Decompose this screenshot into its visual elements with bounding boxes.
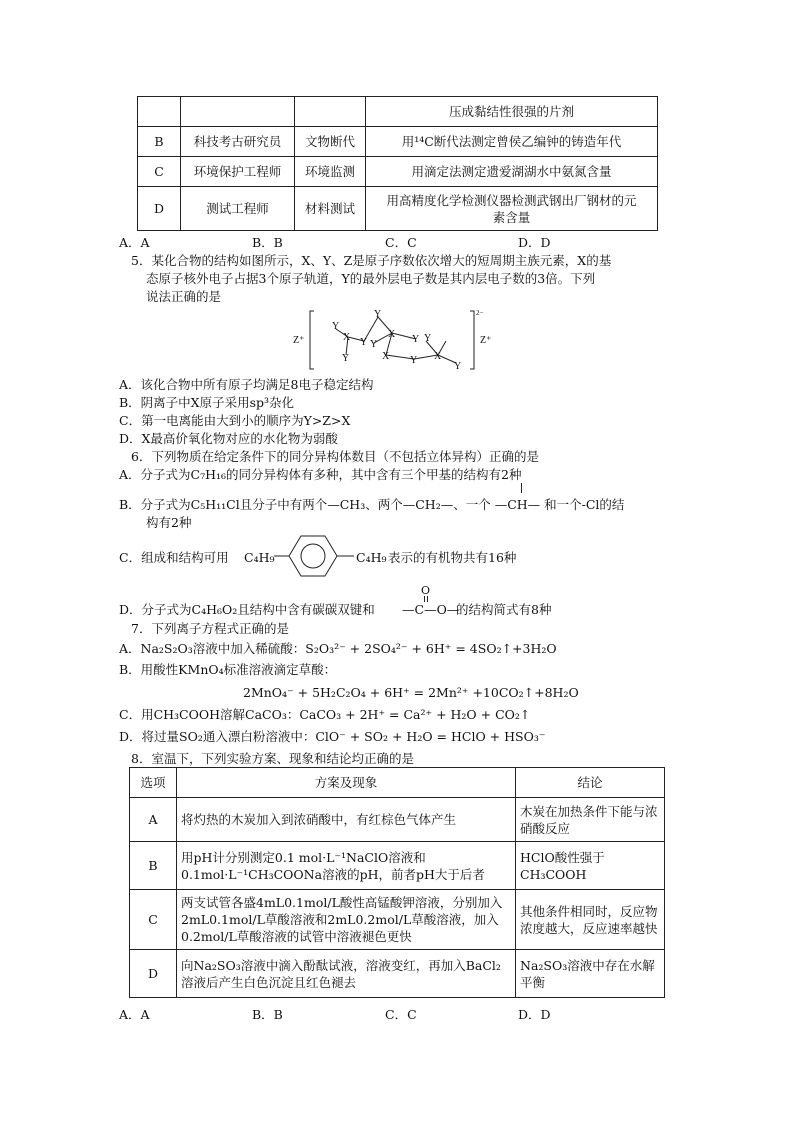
- option-d[interactable]: D．D: [518, 1007, 551, 1022]
- table-row: [130, 842, 665, 890]
- q6-d-text-2: 的结构简式有8种: [456, 602, 552, 617]
- option-a[interactable]: A．A: [119, 1007, 150, 1022]
- option-d[interactable]: D．D: [518, 235, 551, 250]
- q4-options: [119, 234, 651, 251]
- q5-stem-3: 说法正确的是: [146, 289, 222, 304]
- row-plan: 向Na₂SO₃溶液中滴入酚酞试液，溶液变红，再加入BaCl₂溶液后产生白色沉淀且红色褪去: [177, 950, 516, 998]
- q8-options: [119, 1006, 651, 1023]
- option-c[interactable]: C．C: [385, 235, 417, 250]
- row-desc: 压成黏结性很强的片剂: [366, 97, 658, 127]
- option-a[interactable]: A．A: [119, 235, 150, 250]
- table-row: [138, 157, 658, 187]
- row-role: [181, 97, 295, 127]
- q6-option-b[interactable]: [119, 496, 624, 513]
- header-option: 选项: [130, 768, 177, 798]
- row-conclusion: 其他条件相同时，反应物浓度越大，反应速率越快: [516, 890, 665, 950]
- atom-y: Y: [454, 361, 462, 372]
- q5-option-d[interactable]: D．X最高价氧化物对应的水化物为弱酸: [119, 431, 338, 446]
- row-key: C: [138, 157, 181, 187]
- q5-stem-2: 态原子核外电子占据3个原子轨道，Y的最外层电子数是其内层电子数的3倍。下列: [146, 271, 596, 286]
- row-role: 测试工程师: [181, 187, 295, 231]
- table-header-row: [130, 768, 665, 798]
- option-b[interactable]: B．B: [252, 1007, 283, 1022]
- anion-charge: 2−: [476, 309, 484, 317]
- row-key: D: [138, 187, 181, 231]
- atom-x: X: [382, 351, 390, 362]
- row-key: B: [138, 127, 181, 157]
- ch-group-text: —CH—: [494, 497, 541, 512]
- row-role: 科技考古研究员: [181, 127, 295, 157]
- q8-stem: 8．室温下，下列实验方案、现象和结论均正确的是: [131, 751, 414, 766]
- atom-x: X: [388, 329, 396, 340]
- q7-option-b[interactable]: B．用酸性KMnO₄标准溶液滴定草酸：: [119, 662, 337, 677]
- atom-y: Y: [332, 321, 340, 332]
- row-plan: 将灼热的木炭加入到浓硝酸中，有红棕色气体产生: [177, 798, 516, 842]
- row-field: 文物断代: [295, 127, 366, 157]
- row-field: [295, 97, 366, 127]
- q6-b-text-3: 构有2种: [146, 515, 192, 530]
- q5-option-a[interactable]: A．该化合物中所有原子均满足8电子稳定结构: [119, 377, 374, 392]
- q6-option-a[interactable]: A．分子式为C₇H₁₆的同分异构体有多种，其中含有三个甲基的结构有2种: [119, 467, 522, 482]
- header-conclusion: 结论: [516, 768, 665, 798]
- atom-y: Y: [370, 339, 378, 350]
- row-plan: 用pH计分别测定0.1 mol·L⁻¹NaClO溶液和0.1mol·L⁻¹CH₃COONa溶液的pH，前者pH大于后者: [177, 842, 516, 890]
- row-key: [138, 97, 181, 127]
- table-row: [130, 798, 665, 842]
- row-conclusion: HClO酸性强于CH₃COOH: [516, 842, 665, 890]
- ch-bond: [521, 483, 522, 493]
- atom-y: Y: [412, 334, 420, 345]
- table-row: [138, 97, 658, 127]
- option-c[interactable]: C．C: [385, 1007, 417, 1022]
- row-key: B: [130, 842, 177, 890]
- row-role: 环境保护工程师: [181, 157, 295, 187]
- q5-option-b[interactable]: B．阴离子中X原子采用sp³杂化: [119, 395, 295, 410]
- row-key: C: [130, 890, 177, 950]
- cation-right: Z⁺: [480, 335, 492, 346]
- row-desc: 用滴定法测定遗爱湖湖水中氨氮含量: [366, 157, 658, 187]
- atom-y: Y: [410, 355, 418, 366]
- q6-stem: 6．下列物质在给定条件下的同分异构体数目（不包括立体异构）正确的是: [131, 449, 539, 464]
- q7-option-a[interactable]: A．Na₂S₂O₃溶液中加入稀硫酸：S₂O₃²⁻ + 2SO₄²⁻ + 6H⁺ = 4SO₂↑+3H₂O: [119, 641, 557, 656]
- table-row: [130, 890, 665, 950]
- c4h9-right: C₄H₉: [356, 550, 387, 565]
- row-plan: 两支试管各盛4mL0.1mol/L酸性高锰酸钾溶液，分别加入2mL0.1mol/L草酸溶液和2mL0.2mol/L草酸溶液，加入0.2mol/L草酸溶液的试管中溶液褪色更快: [177, 890, 516, 950]
- atom-x: X: [434, 351, 442, 362]
- top-table: [137, 96, 658, 231]
- atom-y: Y: [424, 333, 432, 344]
- q6-option-c-text[interactable]: C．组成和结构可用: [119, 550, 229, 565]
- atom-y: Y: [360, 337, 368, 348]
- q7-option-c[interactable]: C．用CH₃COOH溶解CaCO₃：CaCO₃ + 2H⁺ = Ca²⁺ + H₂O + CO₂↑: [119, 707, 531, 722]
- row-conclusion: Na₂SO₃溶液中存在水解平衡: [516, 950, 665, 998]
- row-field: 环境监测: [295, 157, 366, 187]
- q7-stem: 7．下列离子方程式正确的是: [131, 621, 289, 636]
- header-plan: 方案及现象: [177, 768, 516, 798]
- table-row: [138, 187, 658, 231]
- option-b[interactable]: B．B: [252, 235, 283, 250]
- carbonyl-oxygen: O: [421, 584, 431, 597]
- q8-table: [129, 767, 665, 998]
- row-key: D: [130, 950, 177, 998]
- row-desc: 用高精度化学检测仪器检测武钢出厂钢材的元素含量: [366, 187, 658, 231]
- q5-stem-1: 5．某化合物的结构如图所示，X、Y、Z是原子序数依次增大的短周期主族元素，X的基: [131, 253, 612, 268]
- atom-y: Y: [342, 353, 350, 364]
- ester-group: —C—O—: [402, 602, 460, 617]
- atom-x: X: [343, 332, 351, 343]
- row-conclusion: 木炭在加热条件下能与浓硝酸反应: [516, 798, 665, 842]
- benzene-ring-icon: [272, 531, 356, 581]
- q5-option-c[interactable]: C．第一电离能由大到小的顺序为Y>Z>X: [119, 413, 351, 428]
- row-desc: 用¹⁴C断代法测定曾侯乙编钟的铸造年代: [366, 127, 658, 157]
- q6-c-text-2: 表示的有机物共有16种: [388, 550, 517, 565]
- q6-option-d-text[interactable]: D．分子式为C₄H₆O₂且结构中含有碳碳双键和: [119, 602, 375, 617]
- table-row: [138, 127, 658, 157]
- c4h9-left: C₄H₉: [244, 550, 275, 565]
- q7-option-b-equation: 2MnO₄⁻ + 5H₂C₂O₄ + 6H⁺ = 2Mn²⁺ +10CO₂↑+8H₂O: [243, 685, 579, 700]
- row-key: A: [130, 798, 177, 842]
- q7-option-d[interactable]: D．将过量SO₂通入漂白粉溶液中：ClO⁻ + SO₂ + H₂O = HClO + HSO₃⁻: [119, 729, 546, 744]
- q6-b-text-2: 和一个-Cl的结: [544, 497, 625, 512]
- q5-structure-diagram: [286, 305, 496, 375]
- row-field: 材料测试: [295, 187, 366, 231]
- table-row: [130, 950, 665, 998]
- atom-y: Y: [374, 309, 382, 320]
- q6-b-text-1: B．分子式为C₅H₁₁Cl且分子中有两个—CH₃、两个—CH₂—、一个: [119, 497, 491, 512]
- ch-group: [495, 496, 540, 513]
- cation-left: Z⁺: [293, 335, 305, 346]
